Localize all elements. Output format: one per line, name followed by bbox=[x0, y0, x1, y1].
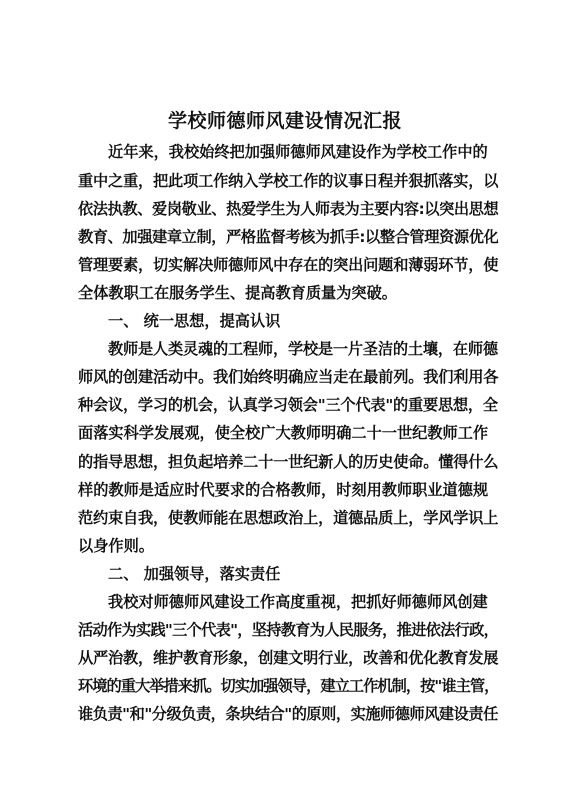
paragraph-line: 教师是人类灵魂的工程师，学校是一片圣洁的土壤，在师德 bbox=[108, 340, 498, 358]
paragraph-line: 依法执教、爱岗敬业、热爱学生为人师表为主要内容:以突出思想 bbox=[78, 200, 499, 218]
paragraph-line: 种会议，学习的机会，认真学习领会"三个代表"的重要思想，全 bbox=[78, 396, 498, 414]
paragraph-line: 我校对师德师风建设工作高度重视，把抓好师德师风创建 bbox=[108, 593, 488, 611]
paragraph-line: 谁负责"和"分级负责，条块结合"的原则，实施师德师风建设责任 bbox=[78, 705, 498, 723]
paragraph-line: 管理要素，切实解决师德师风中存在的突出问题和薄弱环节，使 bbox=[78, 256, 499, 274]
section-heading: 二、 加强领导，落实责任 bbox=[108, 565, 281, 583]
paragraph-line: 教育、加强建章立制，严格监督考核为抓手:以整合管理资源优化 bbox=[78, 228, 499, 246]
paragraph-line: 样的教师是适应时代要求的合格教师，时刻用教师职业道德规 bbox=[78, 481, 489, 499]
paragraph-line: 活动作为实践"三个代表"，坚持教育为人民服务，推进依法行政， bbox=[78, 621, 499, 639]
paragraph-line: 从严治教，维护教育形象，创建文明行业，改善和优化教育发展 bbox=[78, 649, 499, 667]
paragraph-line: 全体教职工在服务学生、提高教育质量为突破。 bbox=[78, 284, 397, 302]
document-title: 学校师德师风建设情况汇报 bbox=[167, 110, 402, 132]
paragraph-line: 环境的重大举措来抓。切实加强领导，建立工作机制，按"谁主管， bbox=[78, 677, 499, 695]
paragraph-line: 的指导思想，担负起培养二十一世纪新人的历史使命。懂得什么 bbox=[78, 453, 499, 471]
section-heading: 一、 统一思想，提高认识 bbox=[108, 312, 281, 330]
paragraph-line: 以身作则。 bbox=[78, 537, 154, 555]
paragraph-line: 范约束自我，使教师能在思想政治上，道德品质上，学风学识上 bbox=[78, 509, 499, 527]
paragraph-line: 师风的创建活动中。我们始终明确应当走在最前列。我们利用各 bbox=[78, 368, 499, 386]
paragraph-line: 重中之重，把此项工作纳入学校工作的议事日程并狠抓落实，以 bbox=[78, 172, 499, 190]
paragraph-line: 面落实科学发展观，使全校广大教师明确二十一世纪教师工作 bbox=[78, 424, 489, 442]
paragraph-line: 近年来，我校始终把加强师德师风建设作为学校工作中的 bbox=[108, 143, 488, 161]
